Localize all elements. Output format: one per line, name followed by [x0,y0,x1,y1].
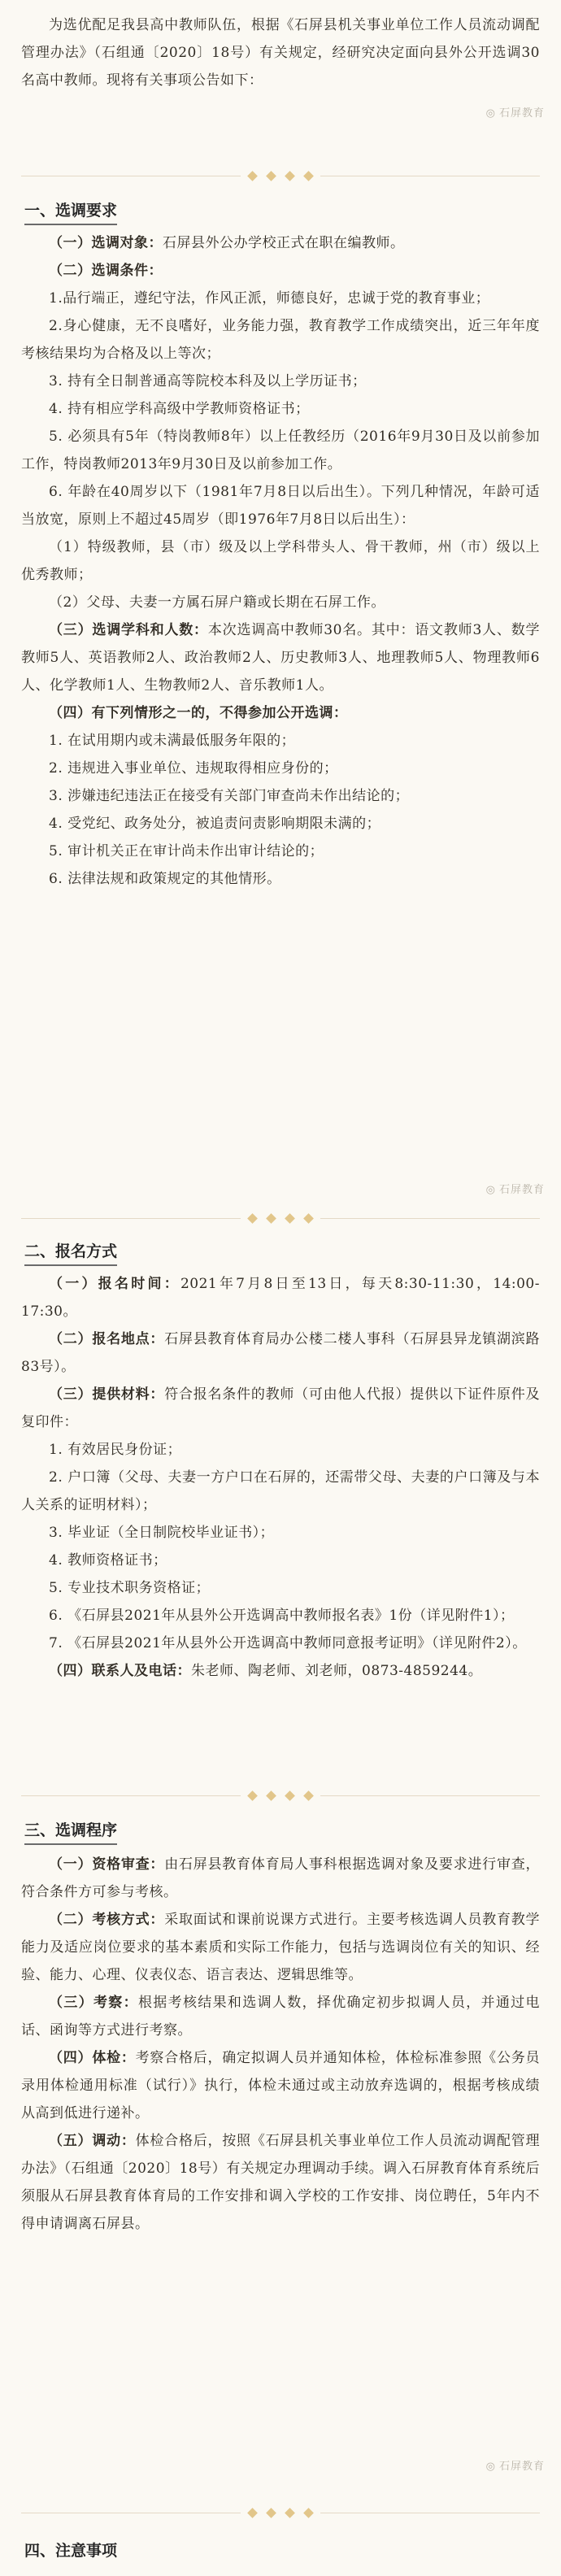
condition-item: 6. 年龄在40周岁以下（1981年7月8日以后出生）。下列几种情况，年龄可适当放宽，原则上不超过45周岁（即1976年7月8日以后出生）： [21,484,540,528]
section-registration-body [0,1270,561,1685]
material-item: 6. 《石屏县2021年从县外公开选调高中教师报名表》1份（详见附件1）； [49,1608,515,1624]
intro-block [0,11,561,94]
condition-subitem: （2）父母、夫妻一方属石屏户籍或长期在石屏工作。 [49,594,385,611]
place-paragraph: （二）报名地点：石屏县教育体育局办公楼二楼人事科（石屏县异龙镇湖滨路83号）。 [21,1331,541,1375]
section-procedure-body [0,1851,561,2238]
wechat-icon: ◎ [485,107,496,120]
wechat-icon: ◎ [485,1184,496,1196]
exclusion-item: 2. 违规进入事业单位、违规取得相应身份的； [49,760,338,777]
condition-item: 2.身心健康，无不良嗜好，业务能力强，教育教学工作成绩突出，近三年年度考核结果均为合格及以上等次； [21,318,540,362]
section-title-requirements: 一、选调要求 [24,198,117,220]
procedure-paragraph: （五）调动：体检合格后，按照《石屏县机关事业单位工作人员流动调配管理办法》（石组通〔2020〕18号）有关规定办理调动手续。调入石屏教育体育系统后须服从石屏县教育体育局的工作安排和调入学校的工作安排、岗位聘任，5年内不得申请调离石屏县。 [21,2133,541,2232]
time-paragraph: （一）报名时间：2021年7月8日至13日，每天8:30-11:30，14:00-17:30。 [21,1276,540,1320]
exclusion-item: 5. 审计机关正在审计尚未作出审计结论的； [49,843,324,859]
condition-item: 4. 持有相应学科高级中学教师资格证书； [49,401,310,417]
condition-item: 1.品行端正，遵纪守法，作风正派，师德良好，忠诚于党的教育事业； [49,290,490,307]
material-item: 2. 户口簿（父母、夫妻一方户口在石屏的，还需带父母、夫妻的户口簿及与本人关系的证明材料）； [21,1469,540,1513]
procedure-paragraph: （四）体检：考察合格后，确定拟调人员并通知体检，体检标准参照《公务员录用体检通用标准（试行）》执行，体检未通过或主动放弃选调的，根据考核成绩从高到低进行递补。 [21,2050,541,2121]
wechat-icon: ◎ [485,2461,496,2473]
procedure-paragraph: （二）考核方式：采取面试和课前说课方式进行。主要考核选调人员教育教学能力及适应岗位要求的基本素质和实际工作能力，包括与选调岗位有关的知识、经验、能力、心理、仪表仪态、语言表达、逻辑思维等。 [21,1912,541,1983]
section-requirements-body [0,229,561,893]
exclusion-item: 3. 涉嫌违纪违法正在接受有关部门审查尚未作出结论的； [49,788,410,804]
object-paragraph: （一）选调对象：石屏县外公办学校正式在职在编教师。 [49,235,405,251]
material-item: 7. 《石屏县2021年从县外公开选调高中教师同意报考证明》（详见附件2）。 [49,1635,527,1651]
intro-paragraph: 为选优配足我县高中教师队伍，根据《石屏县机关事业单位工作人员流动调配管理办法》（石组通〔2020〕18号）有关规定，经研究决定面向县外公开选调30名高中教师。现将有关事项公告如下： [21,17,540,89]
watermark: ◎ 石屏教育 [485,2461,545,2473]
exclusion-item: 1. 在试用期内或未满最低服务年限的； [49,733,296,749]
section-title-registration: 二、报名方式 [24,1239,117,1261]
contact-paragraph: （四）联系人及电话：朱老师、陶老师、刘老师，0873-4859244。 [49,1663,483,1679]
exclusion-item: 4. 受党纪、政务处分，被追责问责影响期限未满的； [49,816,381,832]
condition-subitem: （1）特级教师，县（市）级及以上学科带头人、骨干教师，州（市）级以上优秀教师； [21,539,540,583]
material-item: 5. 专业技术职务资格证； [49,1580,211,1596]
section-divider [0,2506,561,2521]
subjects-paragraph: （三）选调学科和人数：本次选调高中教师30名。其中：语文教师3人、数学教师5人、英语教师2人、政治教师2人、历史教师3人、地理教师5人、物理教师6人、化学教师1人、生物教师2人、音乐教师1人。 [21,622,541,694]
condition-item: 3. 持有全日制普通高等院校本科及以上学历证书； [49,373,367,389]
exclusion-heading: （四）有下列情形之一的，不得参加公开选调： [49,705,348,721]
section-title-procedure: 三、选调程序 [24,1818,117,1840]
procedure-paragraph: （三）考察：根据考核结果和选调人数，择优确定初步拟调人员，并通过电话、函询等方式进行考察。 [21,1995,540,2039]
watermark: ◎ 石屏教育 [485,1184,545,1196]
section-divider [0,1212,561,1226]
watermark: ◎ 石屏教育 [485,107,545,120]
procedure-paragraph: （一）资格审查：由石屏县教育体育局人事科根据选调对象及要求进行审查，符合条件方可参与考核。 [21,1856,541,1900]
section-title-notes: 四、注意事项 [24,2542,118,2560]
section-divider [0,1789,561,1804]
condition-heading: （二）选调条件： [49,263,163,279]
materials-paragraph: （三）提供材料：符合报名条件的教师（可由他人代报）提供以下证件原件及复印件： [21,1386,541,1430]
section-divider [0,169,561,184]
condition-item: 5. 必须具有5年（特岗教师8年）以上任教经历（2016年9月30日及以前参加工作，特岗教师2013年9月30日及以前参加工作。 [21,429,540,472]
exclusion-item: 6. 法律法规和政策规定的其他情形。 [49,871,281,887]
material-item: 4. 教师资格证书； [49,1552,167,1569]
material-item: 3. 毕业证（全日制院校毕业证书）； [49,1525,275,1541]
material-item: 1. 有效居民身份证； [49,1442,182,1458]
